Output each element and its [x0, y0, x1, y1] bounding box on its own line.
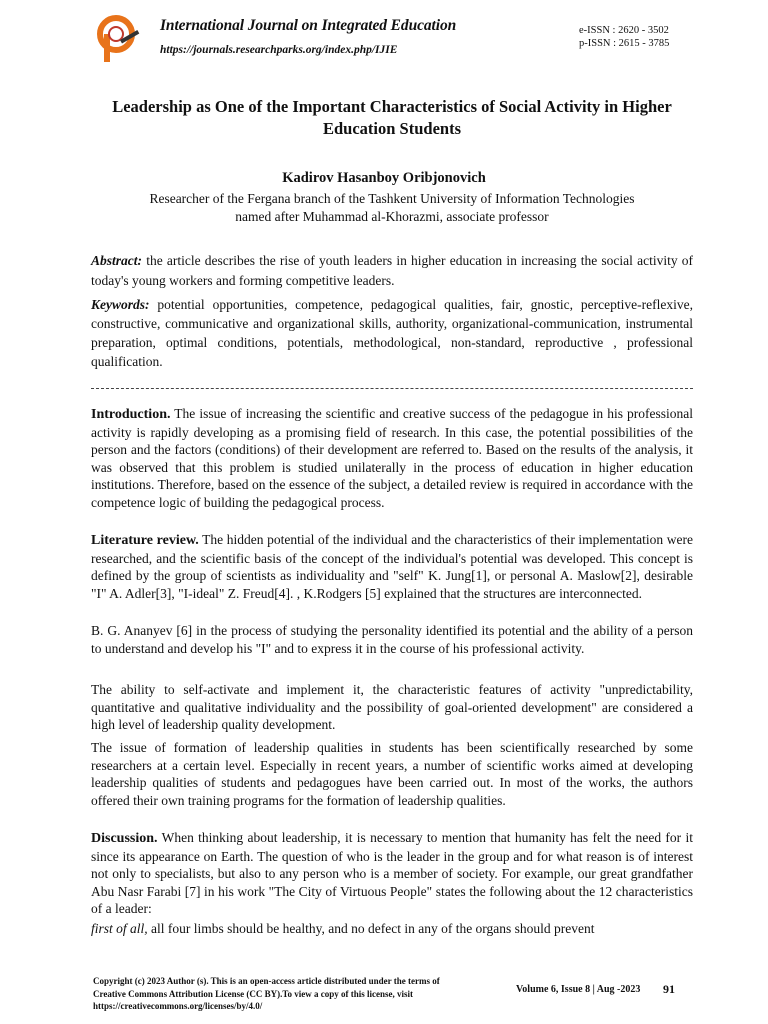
literature-review-paragraph	[91, 531, 693, 602]
journal-logo	[96, 14, 144, 66]
discussion-paragraph	[91, 829, 693, 918]
literature-review-label: Literature review.	[91, 533, 199, 548]
pissn: p-ISSN : 2615 - 3785	[579, 38, 670, 49]
section-divider	[91, 388, 693, 389]
first-of-all-paragraph	[91, 920, 693, 938]
abstract-label: Abstract:	[91, 253, 143, 268]
first-of-all-label: first of all,	[91, 921, 148, 936]
ability-paragraph: The ability to self-activate and implement it, the characteristic features of activity "unpredictability, quantitative and qualitative individuality and the possibility of goal-oriented development" are considered a high level of leadership quality development.	[91, 682, 693, 733]
keywords	[91, 295, 693, 371]
affiliation-line-1: Researcher of the Fergana branch of the Tashkent University of Information Technologies	[149, 191, 635, 206]
leadership-issue-paragraph: The issue of formation of leadership qualities in students has been scientifically researched by some researchers at a certain level. Especially in recent years, a number of scientific works aimed at developing leadership qualities of students and pedagogues have been carried out. In most of the works, the authors offered their own training programs for the formation of leadership qualities.	[91, 740, 693, 808]
page-number: 91	[663, 982, 675, 996]
eissn: e-ISSN : 2620 - 3502	[579, 25, 669, 36]
keywords-text: potential opportunities, competence, pedagogical qualities, fair, gnostic, perceptive-reflexive, constructive, communicative and organizational skills, authority, organizational-communication, instrumental preparation, optimal conditions, potentials, methodological, non-standard, reproductive , professional qualification.	[91, 297, 693, 369]
logo-inner	[109, 27, 123, 41]
introduction-text: The issue of increasing the scientific and creative success of the pedagogue in his professional activity is rapidly developing as a promising field of research. In this case, the potential possibilities of the person and the factors (conditions) of their development are referred to. Based on the results of the analysis, it was observed that this problem is studied unilaterally in the process of education in higher education institutions. Therefore, based on the essence of the subject, a detailed review is required in accordance with the competence logic of building the pedagogical process.	[91, 406, 693, 510]
author-name: Kadirov Hasanboy Oribjonovich	[282, 170, 486, 186]
discussion-text: When thinking about leadership, it is necessary to mention that humanity has felt the need for it since its appearance on Earth. The question of who is the leader in the group and for what reason is of interest not only to specialists, but also to any person who is a member of society. For example, our great grandfather Abu Nasr Farabi [7] in his work "The City of Virtuous People" states the following about the 12 characteristics of a leader:	[91, 830, 693, 917]
paper-title: Leadership as One of the Important Characteristics of Social Activity in Higher Education Students	[112, 97, 672, 138]
author-affiliation	[90, 190, 694, 226]
journal-url[interactable]: https://journals.researchparks.org/index.php/IJIE	[160, 44, 398, 56]
first-of-all-text: all four limbs should be healthy, and no defect in any of the organs should prevent	[147, 921, 595, 936]
introduction-paragraph	[91, 405, 693, 512]
abstract	[91, 251, 693, 291]
footer-copyright: Copyright (c) 2023 Author (s). This is an open-access article distributed under the terms of Creative Commons Attribution License (CC BY).To view a copy of this license, visit https://creativecommons.org/licenses/by/4.0/	[93, 976, 440, 1011]
ananyev-paragraph: B. G. Ananyev [6] in the process of studying the personality identified its potential and the ability of a person to understand and develop his "I" and to express it in the course of his professional activity.	[91, 623, 693, 656]
footer-volume: Volume 6, Issue 8 | Aug -2023	[516, 984, 641, 995]
journal-title: International Journal on Integrated Education	[160, 17, 457, 34]
abstract-text: the article describes the rise of youth leaders in higher education in increasing the social activity of today's young workers and forming competitive leaders.	[91, 253, 693, 288]
keywords-label: Keywords:	[91, 297, 150, 312]
issn-block	[579, 24, 669, 50]
affiliation-line-2: named after Muhammad al-Khorazmi, associate professor	[235, 209, 549, 224]
introduction-label: Introduction.	[91, 407, 171, 422]
discussion-label: Discussion.	[91, 831, 158, 846]
logo-stem	[104, 34, 110, 62]
literature-review-text: The hidden potential of the individual and the characteristics of their implementation were researched, and the scientific basis of the concept of the individual's potential was developed. This concept is defined by the group of scientists as individuality and "self" K. Jung[1], or personal A. Maslow[2], desirable "I" A. Adler[3], "I-ideal" Z. Freud[4]. , K.Rodgers [5] explained that the structures are interconnected.	[91, 532, 693, 601]
